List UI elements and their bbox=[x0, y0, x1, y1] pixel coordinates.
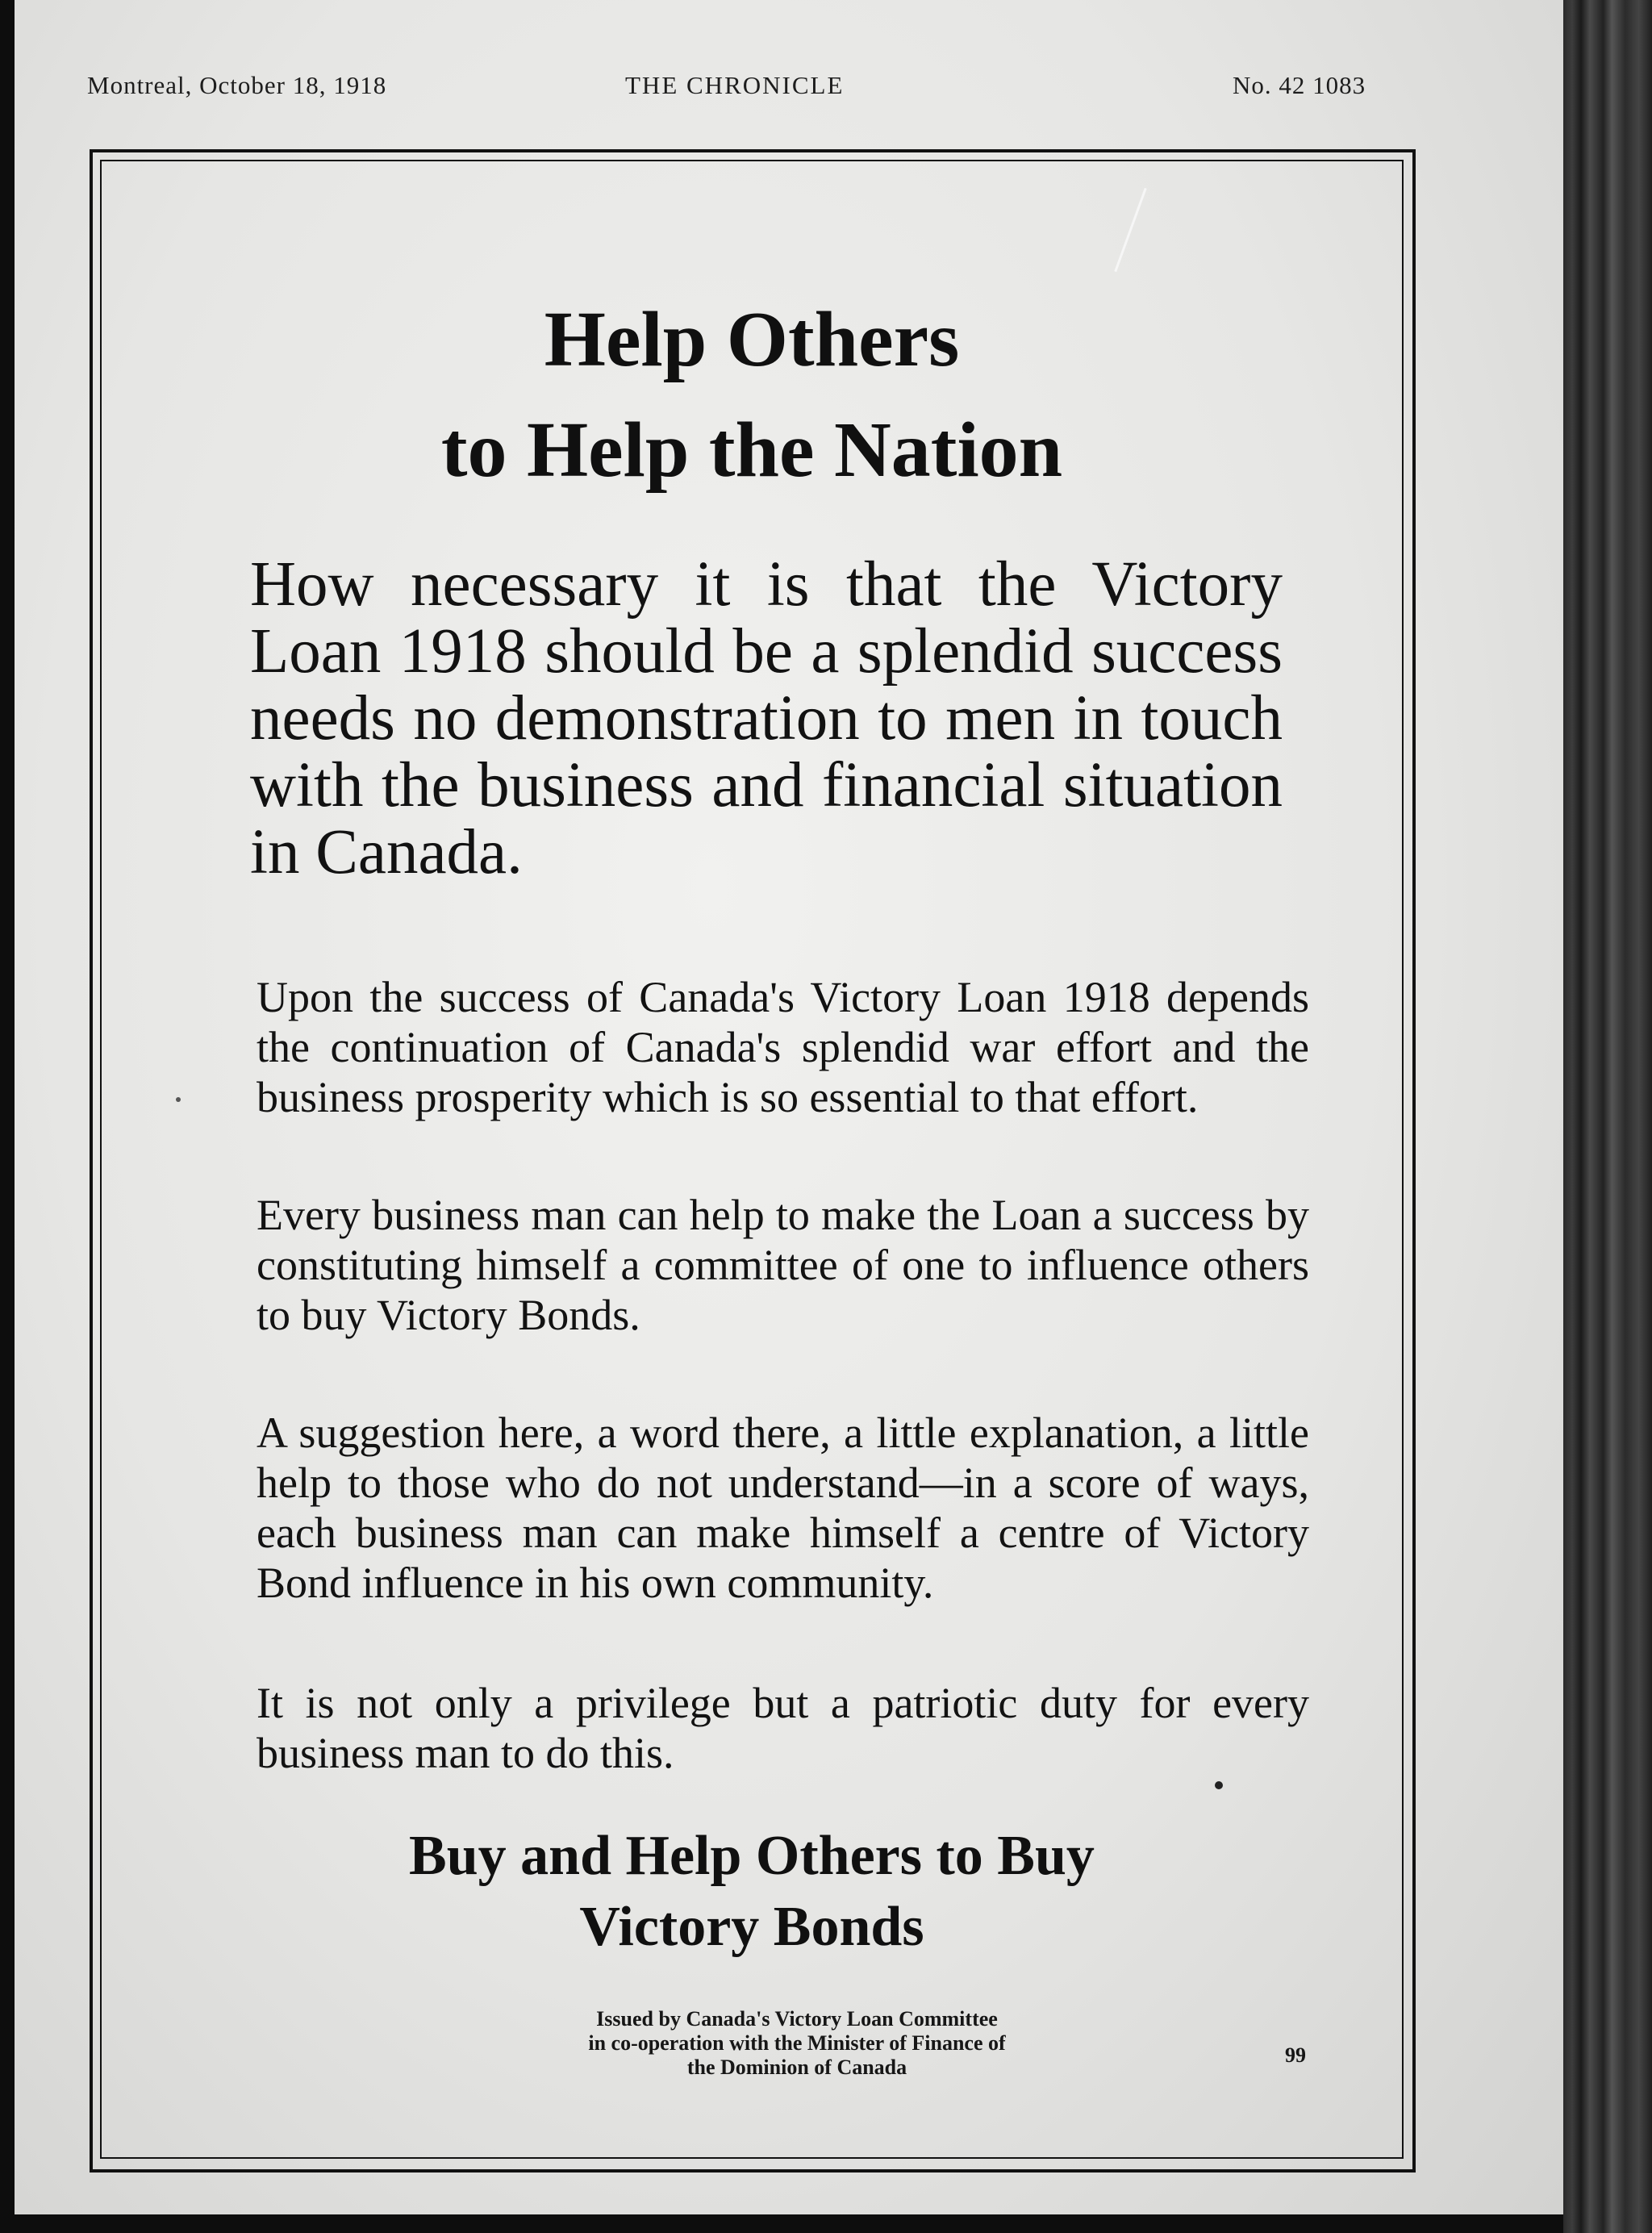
body-paragraph: A suggestion here, a word there, a little explanation, a little help to those who do not understand—in a score of ways, each business man can make himself a centre of Victory Bond influence in his own community. bbox=[257, 1409, 1309, 1607]
running-head-dateline: Montreal, October 18, 1918 bbox=[87, 71, 387, 99]
body-paragraph: Every business man can help to make the Loan a success by constituting himself a committee of one to influence others to buy Victory Bonds. bbox=[257, 1191, 1309, 1339]
headline-line-1: Help Others bbox=[544, 296, 960, 383]
closing-line-1: Buy and Help Others to Buy bbox=[409, 1825, 1095, 1887]
lead-paragraph: How necessary it is that the Victory Loan 1918 should be a splendid success needs no demonstration to men in touch with the business and financial situation in Canada. bbox=[250, 549, 1283, 887]
book-binding-edge bbox=[1563, 0, 1652, 2233]
issuer-credit bbox=[531, 2007, 1063, 2080]
ad-number: 99 bbox=[1285, 2043, 1306, 2067]
scan-speck bbox=[176, 1097, 181, 1102]
credit-line: in co-operation with the Minister of Finance of bbox=[588, 2031, 1006, 2055]
headline-line-2: to Help the Nation bbox=[440, 407, 1063, 494]
running-head-issue-page: No. 42 1083 bbox=[1233, 71, 1366, 99]
credit-line: the Dominion of Canada bbox=[686, 2056, 907, 2079]
newspaper-page bbox=[15, 0, 1563, 2214]
scan-speck bbox=[1215, 1781, 1223, 1789]
running-head-publication: THE CHRONICLE bbox=[625, 71, 845, 99]
closing-line-2: Victory Bonds bbox=[579, 1896, 924, 1958]
body-paragraph: Upon the success of Canada's Victory Loan 1918 depends the continuation of Canada's splendid war effort and the business prosperity which is so essential to that effort. bbox=[257, 973, 1309, 1121]
body-paragraph: It is not only a privilege but a patriotic duty for every business man to do this. bbox=[257, 1679, 1309, 1777]
credit-line: Issued by Canada's Victory Loan Committee bbox=[596, 2007, 998, 2031]
